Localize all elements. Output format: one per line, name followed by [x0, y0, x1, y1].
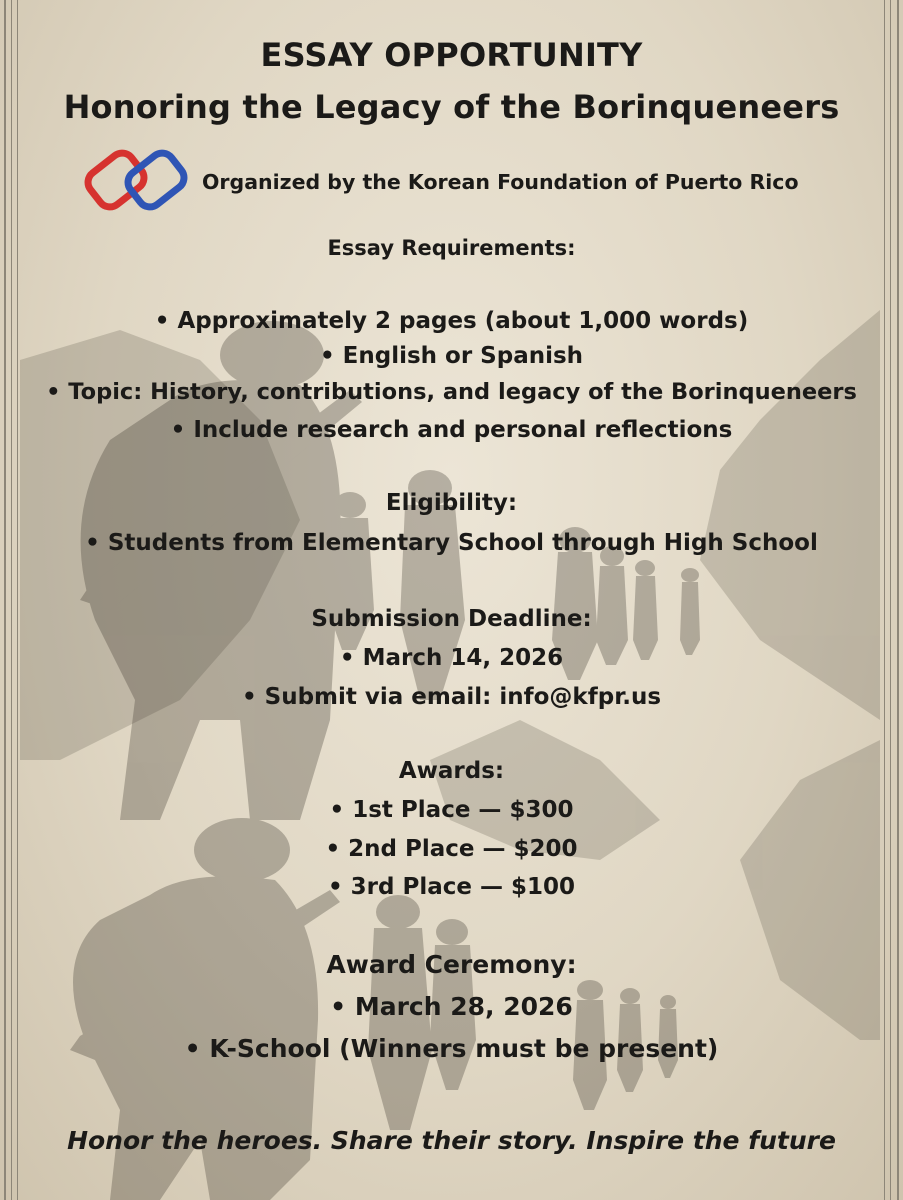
page-title: ESSAY OPPORTUNITY	[260, 36, 643, 74]
requirement-item: • Approximately 2 pages (about 1,000 words)	[154, 308, 749, 334]
award-item: • 3rd Place — $100	[327, 874, 576, 900]
submission-item: • Submit via email: info@kfpr.us	[241, 684, 662, 710]
submission-item: • March 14, 2026	[339, 645, 564, 671]
organizer-label: Organized by the Korean Foundation of Puerto Rico	[202, 170, 799, 194]
award-item: • 2nd Place — $200	[325, 836, 578, 862]
eligibility-item: • Students from Elementary School through High School	[85, 530, 818, 556]
requirement-item: • Include research and personal reflections	[170, 417, 733, 443]
awards-heading: Awards:	[398, 758, 505, 784]
ceremony-item: • March 28, 2026	[330, 992, 573, 1021]
eligibility-heading: Eligibility:	[385, 490, 518, 516]
organizer-row	[84, 142, 799, 222]
requirement-item: • Topic: History, contributions, and legacy of the Borinqueneers	[46, 379, 857, 405]
page-subtitle: Honoring the Legacy of the Borinqueneers	[63, 88, 840, 126]
requirement-item: • English or Spanish	[319, 343, 584, 369]
requirements-heading: Essay Requirements:	[327, 236, 576, 260]
ceremony-heading: Award Ceremony:	[326, 950, 577, 979]
ceremony-item: • K-School (Winners must be present)	[184, 1034, 719, 1063]
interlocked-chain-logo	[84, 142, 190, 222]
award-item: • 1st Place — $300	[329, 797, 574, 823]
footer-tagline: Honor the heroes. Share their story. Inspire the future	[67, 1126, 836, 1155]
submission-heading: Submission Deadline:	[311, 606, 592, 632]
